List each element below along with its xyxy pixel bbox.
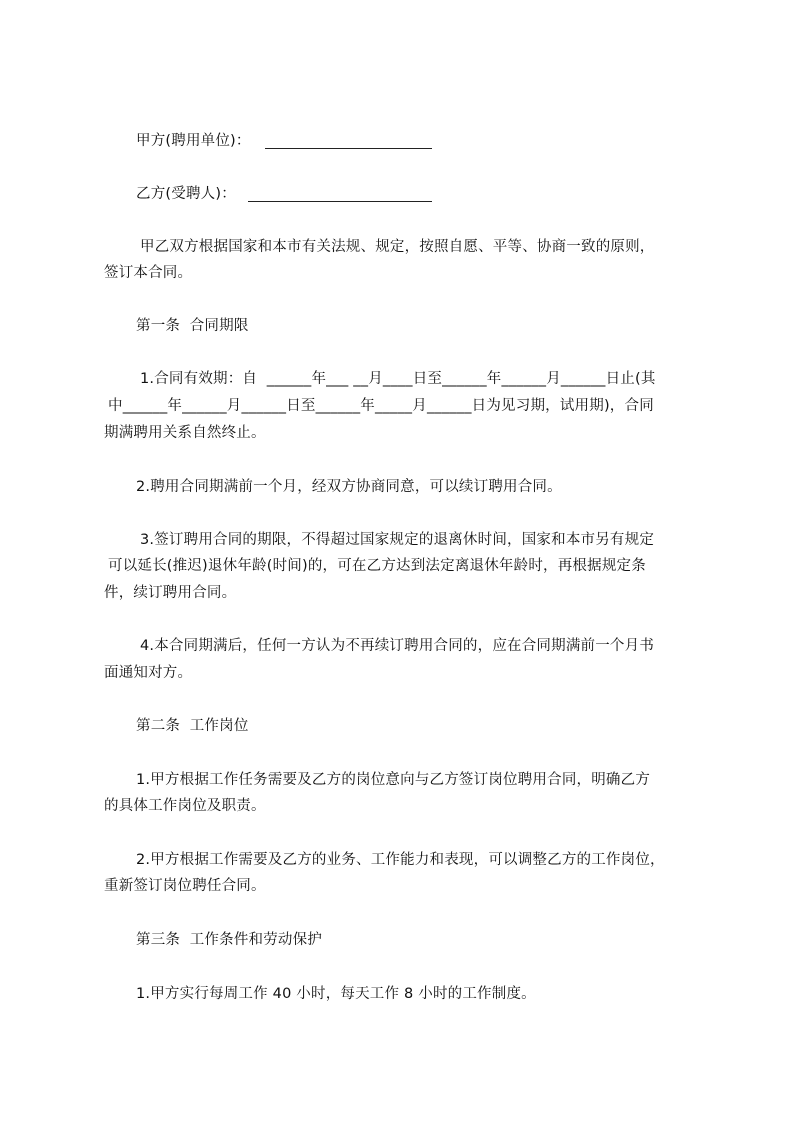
article-2-clause-2-line-1: 2.甲方根据工作需要及乙方的业务、工作能力和表现，可以调整乙方的工作岗位， (136, 852, 665, 868)
article-1-clause-1-line-3: 期满聘用关系自然终止。 (104, 425, 266, 441)
article-3-title: 第三条 工作条件和劳动保护 (136, 932, 323, 948)
intro-line-1: 甲乙双方根据国家和本市有关法规、规定，按照自愿、平等、协商一致的原则， (140, 239, 655, 255)
article-1-clause-2: 2.聘用合同期满前一个月，经双方协商同意，可以续订聘用合同。 (136, 479, 562, 495)
article-1-clause-3-line-3: 件，续订聘用合同。 (104, 585, 237, 601)
article-1-clause-4-line-1: 4.本合同期满后，任何一方认为不再续订聘用合同的，应在合同期满前一个月书 (140, 638, 655, 654)
article-1-clause-3-line-2: 可以延长(推迟)退休年龄(时间)的，可在乙方达到法定离退休年龄时，再根据规定条 (108, 558, 646, 574)
article-2-clause-2-line-2: 重新签订岗位聘任合同。 (104, 878, 266, 894)
intro-line-2: 签订本合同。 (104, 265, 193, 281)
article-2-clause-1-line-1: 1.甲方根据工作任务需要及乙方的岗位意向与乙方签订岗位聘用合同，明确乙方 (136, 772, 651, 788)
party-b-label: 乙方(受聘人)： (136, 186, 236, 202)
article-1-clause-1-line-1: 1.合同有效期：自 ______年___ __月____日至______年______月______日止(其 (140, 371, 656, 387)
article-3-clause-1: 1.甲方实行每周工作 40 小时，每天工作 8 小时的工作制度。 (136, 986, 536, 1002)
party-b-blank (248, 201, 432, 202)
article-1-title: 第一条 合同期限 (136, 318, 249, 334)
party-a-label: 甲方(聘用单位)： (136, 133, 251, 149)
article-1-clause-1-line-2: 中______年______月______日至______年_____月______日为见习期，试用期)，合同 (108, 398, 654, 414)
party-a-blank (265, 148, 432, 149)
article-1-clause-4-line-2: 面通知对方。 (104, 665, 193, 681)
article-2-title: 第二条 工作岗位 (136, 718, 249, 734)
article-2-clause-1-line-2: 的具体工作岗位及职责。 (104, 798, 266, 814)
article-1-clause-3-line-1: 3.签订聘用合同的期限，不得超过国家规定的退离休时间，国家和本市另有规定 (140, 532, 655, 548)
